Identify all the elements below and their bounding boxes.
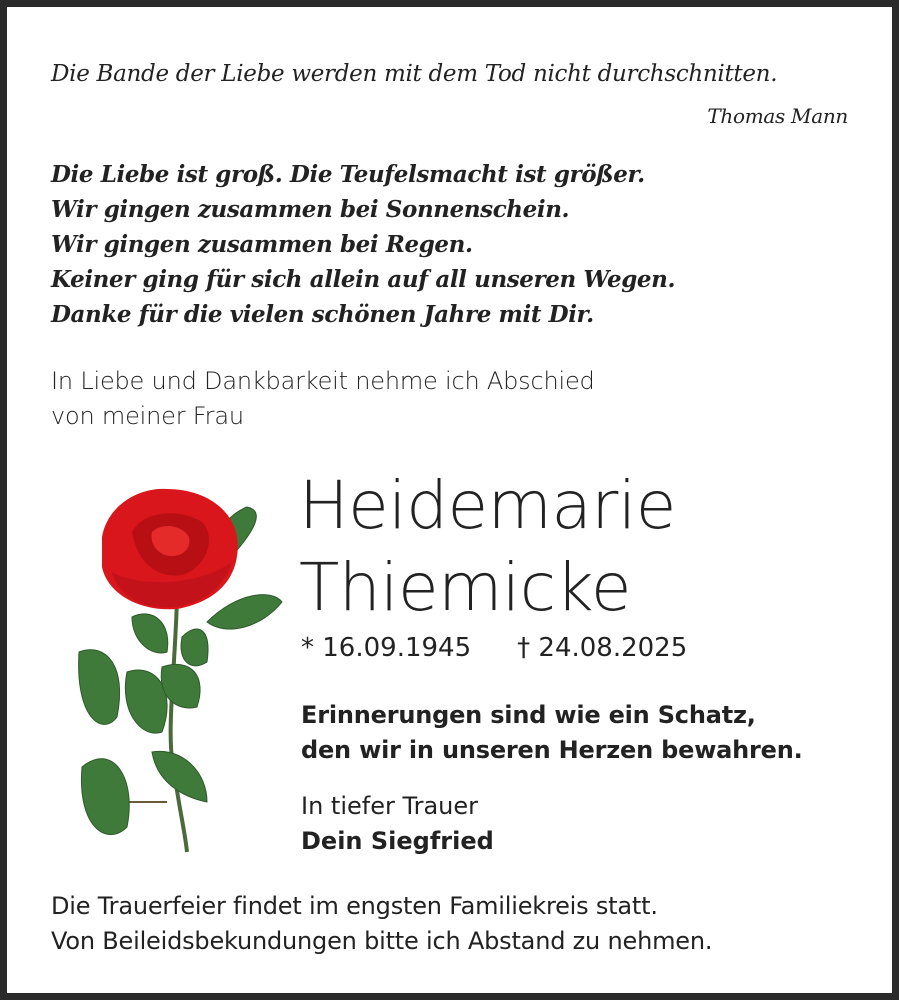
poem-line: Wir gingen zusammen bei Regen. (51, 231, 473, 258)
quote-author: Thomas Mann (707, 104, 848, 128)
poem-line: Wir gingen zusammen bei Sonnenschein. (51, 196, 570, 223)
intro-line: In Liebe und Dankbarkeit nehme ich Abschied (51, 367, 595, 395)
memory-line: den wir in unseren Herzen bewahren. (301, 736, 803, 764)
intro-line: von meiner Frau (51, 402, 244, 430)
poem-line: Danke für die vielen schönen Jahre mit Dir. (51, 301, 594, 328)
mourning-signature (301, 789, 494, 859)
footer-line: Die Trauerfeier findet im engsten Familiekreis statt. (51, 892, 658, 920)
life-dates (301, 633, 687, 663)
footer-line: Von Beileidsbekundungen bitte ich Abstand zu nehmen. (51, 927, 713, 955)
poem-line: Keiner ging für sich allein auf all unseren Wegen. (51, 266, 676, 293)
last-name: Thiemicke (299, 549, 631, 626)
poem (51, 157, 675, 332)
quote-text: Die Bande der Liebe werden mit dem Tod nicht durchschnitten. (51, 61, 778, 87)
death-date: † 24.08.2025 (517, 633, 688, 663)
deceased-name (299, 465, 676, 629)
poem-line: Die Liebe ist groß. Die Teufelsmacht ist größer. (51, 161, 645, 188)
mourning-line: In tiefer Trauer (301, 792, 479, 820)
memory-quote (301, 698, 803, 768)
first-name: Heidemarie (299, 467, 676, 544)
rose-image (57, 477, 287, 857)
intro-text (51, 364, 595, 434)
memory-line: Erinnerungen sind wie ein Schatz, (301, 701, 756, 729)
signature: Dein Siegfried (301, 827, 494, 855)
birth-date: * 16.09.1945 (301, 633, 472, 663)
footer-note (51, 889, 712, 959)
